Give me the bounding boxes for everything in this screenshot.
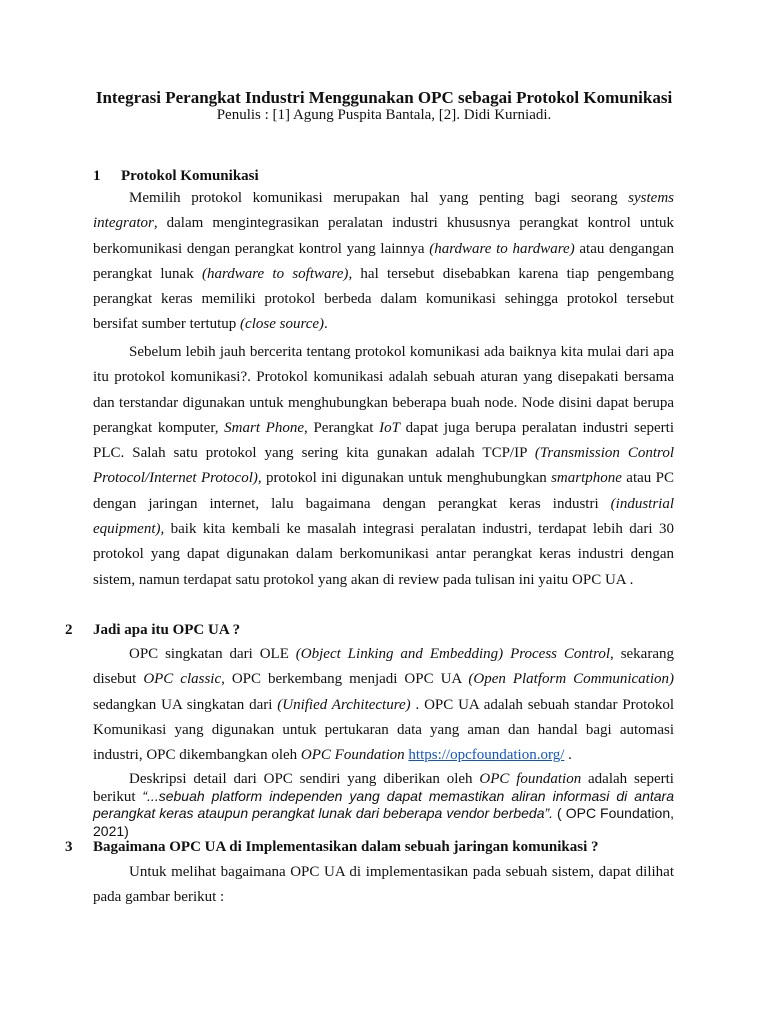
section-title: Bagaimana OPC UA di Implementasikan dalam sebuah jaringan komunikasi ?	[93, 839, 599, 855]
section-3-paragraph-1: Untuk melihat bagaimana OPC UA di implementasikan pada sebuah sistem, dapat dilihat pada gambar berikut :	[93, 864, 674, 906]
section-title: Jadi apa itu OPC UA ?	[93, 622, 241, 638]
section-2-paragraph-2: Deskripsi detail dari OPC sendiri yang diberikan oleh OPC foundation adalah seperti berikut “...sebuah platform independen yang dapat memastikan aliran informasi di antara perangkat keras ataupun perangkat lunak dari beberapa vendor berbeda”. ( OPC Foundation, 2021)	[93, 771, 675, 839]
section-number: 3	[65, 839, 73, 855]
section-1-paragraph-1: Memilih protokol komunikasi merupakan hal yang penting bagi seorang systems integrator, dalam mengintegrasikan peralatan industri khususnya perangkat kontrol untuk berkomunikasi dengan perangkat kontrol yang lainnya (hardware to hardware) atau dengangan perangkat lunak (hardware to software), hal tersebut disebabkan karena tiap pengembang perangkat keras memiliki protokol berbeda dalam komunikasi sehingga protokol tersebut bersifat sumber tertutup (close source).	[93, 190, 675, 333]
section-3-heading	[65, 838, 665, 856]
document-title: Integrasi Perangkat Industri Menggunakan OPC sebagai Protokol Komunikasi	[95, 88, 673, 107]
opc-foundation-link[interactable]: https://opcfoundation.org/	[408, 747, 565, 764]
section-1-paragraph-2: Sebelum lebih jauh bercerita tentang protokol komunikasi ada baiknya kita mulai dari apa itu protokol komunikasi?. Protokol komunikasi adalah sebuah aturan yang disepakati bersama dan terstandar digunakan untuk menghubungkan beberapa buah node. Node disini dapat berupa perangkat komputer, Smart Phone, Perangkat IoT dapat juga berupa peralatan industri seperti PLC. Salah satu protokol yang sering kita gunakan adalah TCP/IP (Transmission Control Protocol/Internet Protocol), protokol ini digunakan untuk menghubungkan smartphone atau PC dengan jaringan internet, lalu bagaimana dengan perangkat keras industri (industrial equipment), baik kita kembali ke masalah integrasi peralatan industri, terdapat lebih dari 30 protokol yang dapat digunakan dalam berkomunikasi antar perangkat keras industri dengan sistem, namun terdapat satu protokol yang akan di review pada tulisan ini yaitu OPC UA .	[93, 344, 674, 588]
section-number: 1	[93, 168, 101, 184]
section-number: 2	[65, 622, 73, 638]
section-2-paragraph-1: OPC singkatan dari OLE (Object Linking and Embedding) Process Control, sekarang disebut OPC classic, OPC berkembang menjadi OPC UA (Open Platform Communication) sedangkan UA singkatan dari (Unified Architecture) . OPC UA adalah sebuah standar Protokol Komunikasi yang digunakan untuk pertukaran data yang aman dan handal bagi automasi industri, OPC dikembangkan oleh OPC Foundation https://opcfoundation.org/ .	[93, 646, 674, 764]
author-line: Penulis : [1] Agung Puspita Bantala, [2]. Didi Kurniadi.	[216, 107, 552, 123]
section-2-heading	[65, 621, 665, 639]
quoted-definition: “...sebuah platform independen yang dapat memastikan aliran informasi di antara perangkat keras ataupun perangkat lunak dari beberapa vendor berbeda”.	[93, 787, 675, 821]
section-1-heading	[93, 167, 693, 185]
section-title: Protokol Komunikasi	[121, 168, 259, 184]
